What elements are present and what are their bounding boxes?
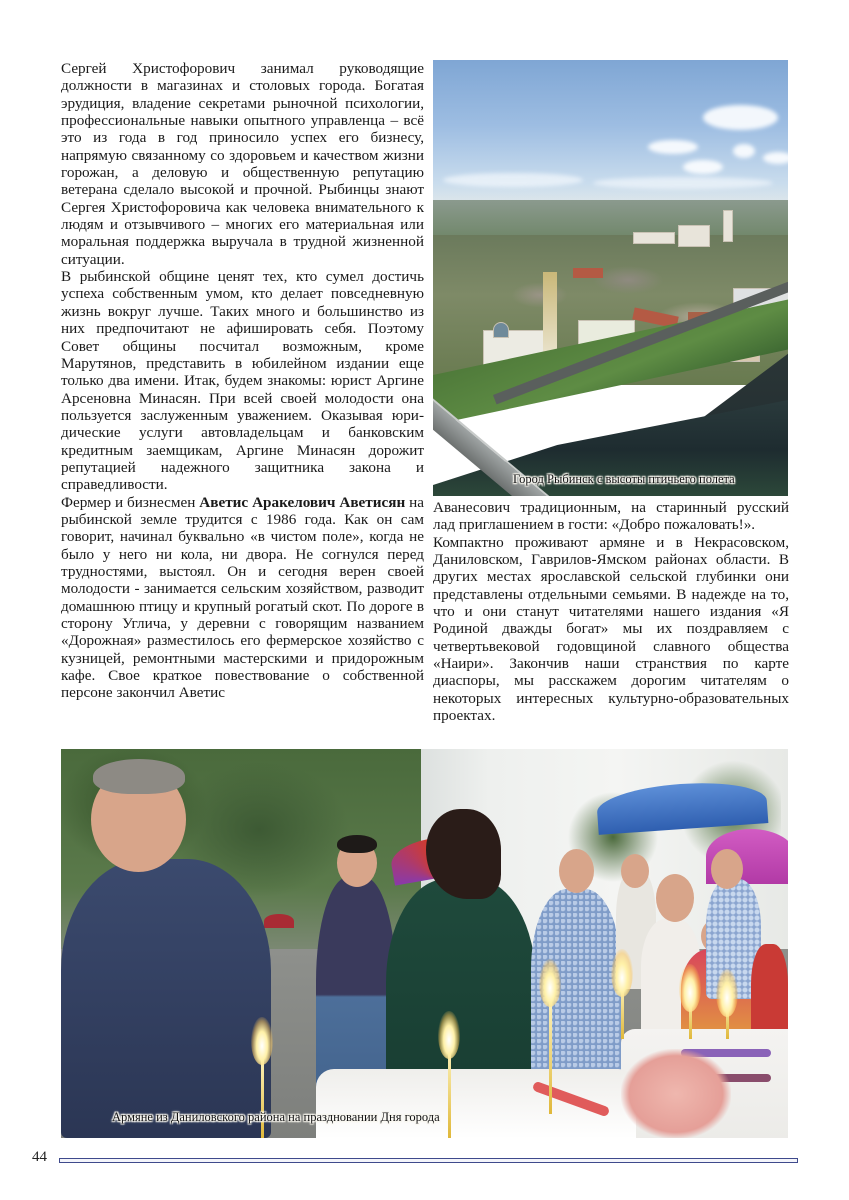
celebration-photo (61, 749, 788, 1138)
face (621, 854, 649, 888)
right-text-column (433, 499, 789, 724)
cathedral-dome (493, 322, 509, 338)
building (723, 210, 733, 242)
umbrella (264, 914, 294, 928)
hair (93, 759, 185, 794)
building (678, 225, 710, 247)
sparkler (549, 989, 552, 1114)
page-number: 44 (32, 1149, 47, 1165)
paragraph-avetis (61, 494, 424, 702)
building-roof (573, 268, 603, 278)
paragraph-invitation: Аванесович традиционным, на старинный русский лад приглашением в гости: «Добро пожаловать!». (433, 499, 789, 534)
face (711, 849, 743, 889)
cloud (443, 173, 583, 187)
left-text-column (61, 60, 424, 702)
footer-rule (59, 1158, 798, 1163)
photo-caption: Армяне из Даниловского района на праздновании Дня города (112, 1110, 440, 1124)
sparkler-flame (438, 1011, 460, 1059)
paragraph-avetis-body: на рыбинской земле трудится с 1986 года. Как он сам говорит, начинал буквально «в чистом поле», когда не было у него ни кола, ни двора. Не согнулся перед трудностями, выстоял. Он и сегодня верен своей молодости - занимается сельским хозяйством, разводит домашнюю птицу и крупный рогатый скот. По дороге в сторону Углича, у деревни с говорящим названием «Дорожная» разместилось его фермерское хозяйство с кузницей, ремонтными мастерскими и придорожным кафе. Свое краткое повествование о собственной персоне закончил Аветис (61, 493, 424, 702)
hair (337, 835, 377, 853)
cloud (683, 160, 723, 174)
sparkler-flame (679, 964, 701, 1012)
cloud (733, 144, 755, 158)
photo-caption: Город Рыбинск с высоты птичьего полета (513, 472, 735, 486)
cloud (763, 152, 788, 164)
man-in-shirt (61, 859, 271, 1138)
sparkler-flame (716, 969, 738, 1017)
sparkler-flame (251, 1017, 273, 1065)
face (559, 849, 594, 893)
cloud (703, 105, 778, 130)
person-name-bold: Аветис Аракелович Аветисян (199, 493, 406, 511)
city-aerial-photo (433, 60, 788, 496)
paragraph-sergey: Сергей Христофорович занимал руководящие должности в магазинах и столовых города. Богатая эрудиция, владение секретами рыночной психологии, профессиональные навыки опытного управленца – всё это из года в год приносило успех его бизнесу, напрямую связанному со здоровьем и качеством жизни горожан, а деловую и общественную репутацию ветерана сделало высокой и прочной. Рыбинцы знают Сергея Христофоровича как человека внимательного к людям и отзывчивого – многих его материальная или моральная поддержка выручала в трудной жизненной ситуации. (61, 60, 424, 268)
sparkler-flame (611, 949, 633, 997)
cloud (593, 177, 773, 189)
building (633, 232, 675, 244)
paragraph-community: В рыбинской общине ценят тех, кто сумел достичь успеха собственным умом, кто делает повседневную жизнь вокруг лучше. Таких много и большинство из них предпочитают не афишировать себя. Поэтому Совет общины посчитал возможным, кроме Марутянов, представить в юбилейном издании еще только два имени. Итак, будем знакомы: юрист Аргине Арсеновна Минасян. При всей своей молодости она пользуется заслуженным уважением. Оказывая юридические услуги автовладельцам и банковским кредитным заемщикам, Аргине Минасян дорожит репутацией надежного защитника закона и справедливости. (61, 268, 424, 494)
face (656, 874, 694, 922)
hand (621, 1049, 731, 1138)
paragraph-districts: Компактно проживают армяне и в Некрасовском, Даниловском, Гаврилов-Ямском районах области. В других местах ярославской сельской глубинки они представлены отдельными семьями. В надежде на то, что и они станут читателями нашего издания «Я Родиной дважды богат» мы их поздравляем с четвертьвековой годовщиной славного общества «Наири». Закончив наши странствия по карте диаспоры, мы расскажем дорогим читателям о некоторых интересных культурно-образовательных проектах. (433, 533, 789, 725)
sparkler-flame (539, 959, 561, 1007)
photo-horizon (433, 200, 788, 240)
cloud (648, 140, 698, 154)
paragraph-avetis-lead: Фермер и бизнесмен (61, 493, 200, 511)
